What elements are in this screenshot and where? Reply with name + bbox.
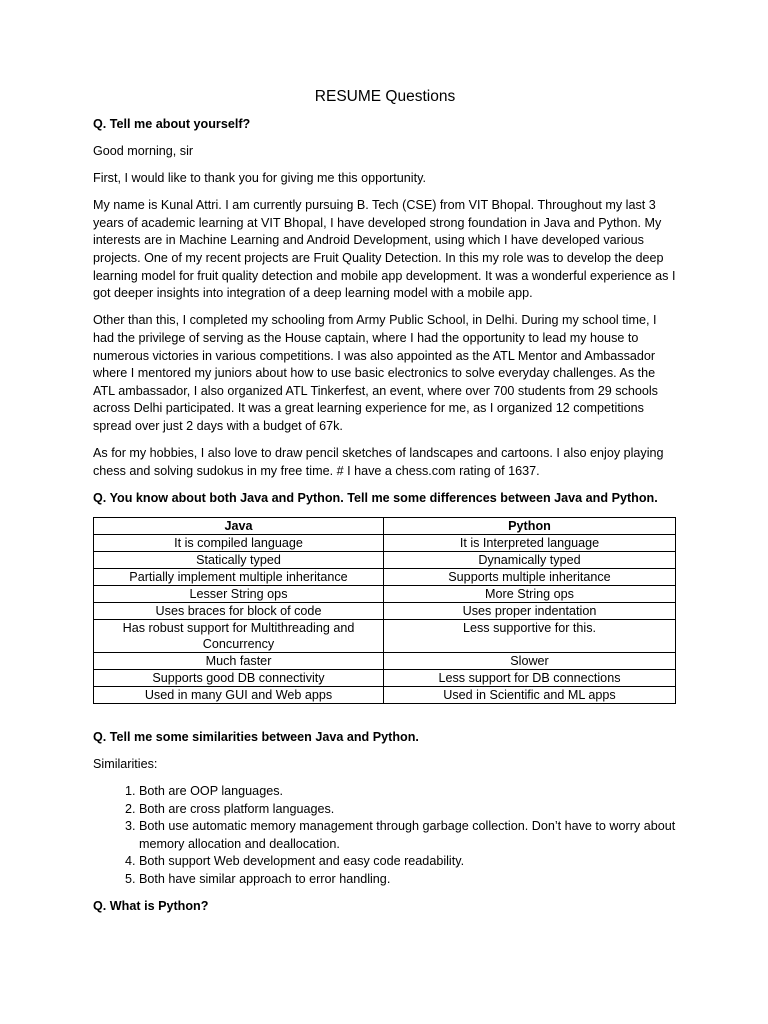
table-cell-java: Supports good DB connectivity: [94, 669, 384, 686]
question-what-is-python: Q. What is Python?: [93, 899, 209, 914]
document-page: [93, 86, 677, 925]
table-header-row: [94, 517, 676, 534]
table-cell-java: It is compiled language: [94, 534, 384, 551]
table-cell-python: Used in Scientific and ML apps: [384, 686, 676, 703]
list-item: 3. Both use automatic memory management through garbage collection. Don’t have to worry about memory allocation and deallocation.: [139, 818, 677, 853]
table-row: [94, 686, 676, 703]
table-cell-python: Dynamically typed: [384, 551, 676, 568]
table-cell-java: Used in many GUI and Web apps: [94, 686, 384, 703]
table-cell-python: Less supportive for this.: [384, 619, 676, 652]
table-cell-java: Much faster: [94, 652, 384, 669]
table-cell-java: Uses braces for block of code: [94, 602, 384, 619]
differences-table: [93, 517, 676, 704]
spacer: [93, 704, 677, 729]
table-cell-python: It is Interpreted language: [384, 534, 676, 551]
table-cell-python: Supports multiple inheritance: [384, 568, 676, 585]
list-item: 1. Both are OOP languages.: [139, 783, 677, 801]
table-row: [94, 619, 676, 652]
table-cell-python: More String ops: [384, 585, 676, 602]
table-cell-java: Statically typed: [94, 551, 384, 568]
question-java-python-similarities: Q. Tell me some similarities between Java and Python.: [93, 729, 419, 744]
paragraph-thanks: First, I would like to thank you for giving me this opportunity.: [93, 171, 426, 186]
list-item: 5. Both have similar approach to error handling.: [139, 871, 677, 889]
table-row: [94, 602, 676, 619]
table-cell-java: Partially implement multiple inheritance: [94, 568, 384, 585]
table-cell-python: Slower: [384, 652, 676, 669]
paragraph-schooling: Other than this, I completed my schooling from Army Public School, in Delhi. During my school time, I had the privilege of serving as the House captain, where I had the opportunity to lead my house to numerous victories in various competitions. I was also appointed as the ATL Mentor and Ambassador where I mentored my juniors about how to use basic electronics to solve everyday challenges. As the ATL ambassador, I also organized ATL Tinkerfest, an event, where over 700 students from 29 schools across Delhi participated. It was a great learning experience for me, as I organized 12 competitions spread over just 2 days with a budget of 67k.: [93, 313, 658, 433]
paragraph-greeting: Good morning, sir: [93, 144, 194, 159]
question-about-yourself: Q. Tell me about yourself?: [93, 117, 251, 131]
table-row: [94, 669, 676, 686]
table-cell-java: Lesser String ops: [94, 585, 384, 602]
similarities-list: [93, 783, 677, 889]
column-header-python: Python: [384, 517, 676, 534]
column-header-java: Java: [94, 517, 384, 534]
table-cell-python: Less support for DB connections: [384, 669, 676, 686]
paragraph-hobbies: As for my hobbies, I also love to draw pencil sketches of landscapes and cartoons. I also enjoy playing chess and solving sudokus in my free time. # I have a chess.com rating of 1637.: [93, 446, 664, 478]
table-row: [94, 585, 676, 602]
question-java-python-differences: Q. You know about both Java and Python. Tell me some differences between Java and Python.: [93, 490, 658, 505]
table-cell-java: Has robust support for Multithreading and Concurrency: [94, 619, 384, 652]
paragraph-introduction: My name is Kunal Attri. I am currently pursuing B. Tech (CSE) from VIT Bhopal. Throughout my last 3 years of academic learning at VIT Bhopal, I have developed strong foundation in Java and Python. My interests are in Machine Learning and Android Development, using which I have developed various projects. One of my recent projects are Fruit Quality Detection. In this my role was to develop the deep learning model for fruit quality detection and mobile app development. It was a wonderful experience as I got deeper insights into integration of a deep learning model with a mobile app.: [93, 198, 676, 301]
similarities-intro: Similarities:: [93, 756, 158, 771]
table-row: [94, 568, 676, 585]
table-cell-python: Uses proper indentation: [384, 602, 676, 619]
table-row: [94, 534, 676, 551]
list-item: 4. Both support Web development and easy code readability.: [139, 853, 677, 871]
list-item: 2. Both are cross platform languages.: [139, 801, 677, 819]
page-title: RESUME Questions: [314, 88, 456, 105]
table-row: [94, 652, 676, 669]
table-row: [94, 551, 676, 568]
